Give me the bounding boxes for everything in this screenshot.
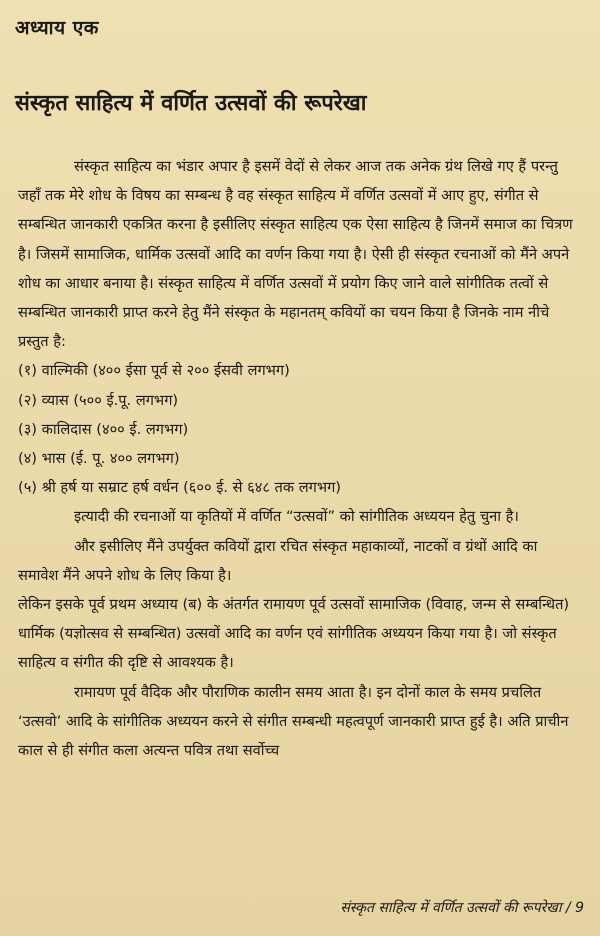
running-footer: संस्कृत साहित्य में वर्णित उत्सवों की रूपरेखा / 9	[340, 900, 584, 916]
list-item: (५) श्री हर्ष या सम्राट हर्ष वर्धन (६०० ई. से ६४८ तक लगभग)	[18, 479, 341, 497]
poet-list	[18, 356, 582, 502]
list-item: (४) भास (ई. पू. ४०० लगभग)	[18, 450, 180, 468]
body-text	[18, 152, 582, 765]
list-item: (२) व्यास (५०० ई.पू. लगभग)	[18, 391, 179, 409]
paragraph-intro: संस्कृत साहित्य का भंडार अपार है इसमें वेदों से लेकर आज तक अनेक ग्रंथ लिखे गए हैं परन्तु जहाँ तक मेरे शोध के विषय का सम्बन्ध है वह संस्कृत साहित्य में वर्णित उत्सवों में आए हुए, संगीत से सम्बन्धित जानकारी एकत्रित करना है इसीलिए संस्कृत साहित्य एक ऐसा साहित्य है जिनमें समाज का चित्रण है। जिसमें सामाजिक, धार्मिक उत्सवों आदि का वर्णन किया गया है। ऐसी ही संस्कृत रचनाओं को मैंने अपने शोध का आधार बनाया है। संस्कृत साहित्य में वर्णित उत्सवों में प्रयोग किए जाने वाले सांगीतिक तत्वों से सम्बन्धित जानकारी प्राप्त करने हेतु मैंने संस्कृत के महानतम् कवियों का चयन किया है जिनके नाम नीचे प्रस्तुत है:	[18, 158, 573, 351]
paragraph-pre-ramayana: लेकिन इसके पूर्व प्रथम अध्याय (ब) के अंतर्गत रामायण पूर्व उत्सवों सामाजिक (विवाह, जन्म से सम्बन्धित) धार्मिक (यज्ञोत्सव से सम्बन्धित) उत्सवों आदि का वर्णन एवं सांगीतिक अध्ययन किया गया है। जो संस्कृत साहित्य व संगीत की दृष्टि से आवश्यक है।	[18, 596, 570, 672]
paragraph-selection: इत्यादी की रचनाओं या कृतियों में वर्णित “उत्सवों” को सांगीतिक अध्ययन हेतु चुना है।	[74, 508, 519, 526]
chapter-label: अध्याय एक	[15, 17, 99, 39]
chapter-title: संस्कृत साहित्य में वर्णित उत्सवों की रूपरेखा	[15, 91, 367, 116]
list-item: (३) कालिदास (४०० ई. लगभग)	[18, 420, 189, 438]
paragraph-scope: और इसीलिए मैंने उपर्युक्त कवियों द्वारा रचित संस्कृत महाकाव्यों, नाटकों व ग्रंथों आदि का समावेश मैंने अपने शोध के लिए किया है।	[18, 537, 538, 584]
list-item: (१) वाल्मिकी (४०० ईसा पूर्व से २०० ईसवी लगभग)	[18, 362, 290, 380]
paragraph-vedic: रामायण पूर्व वैदिक और पौराणिक कालीन समय आता है। इन दोनों काल के समय प्रचलित ‘उत्सवो’ आदि के सांगीतिक अध्ययन करने से संगीत सम्बन्धी महत्वपूर्ण जानकारी प्राप्त हुई है। अति प्राचीन काल से ही संगीत कला अत्यन्त पवित्र तथा सर्वोच्च	[18, 683, 569, 760]
